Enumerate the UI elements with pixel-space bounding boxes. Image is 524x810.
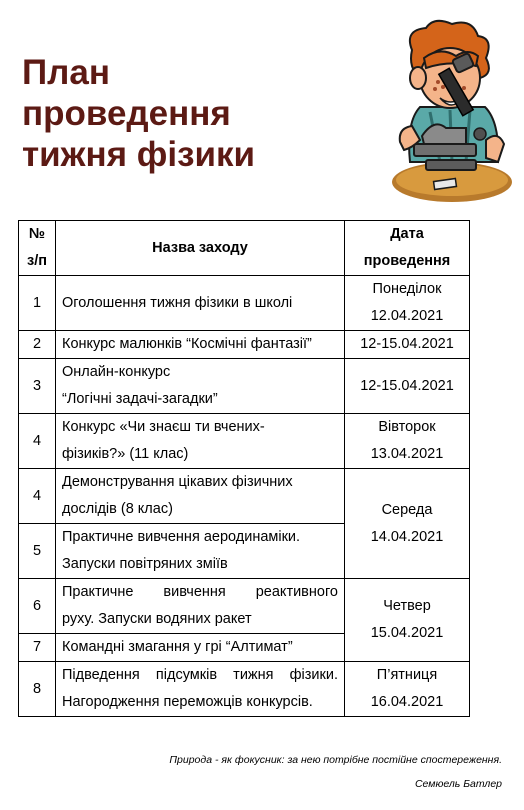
table-row [19, 331, 470, 359]
event-date [345, 579, 470, 662]
row-number: 4 [19, 469, 56, 524]
row-number: 6 [19, 579, 56, 634]
event-name-line: Онлайн-конкурс [62, 364, 171, 380]
event-date [345, 414, 470, 469]
schedule-table [18, 220, 470, 717]
date-column-header [345, 221, 470, 276]
boy-with-microscope-icon [390, 12, 516, 202]
event-date [345, 331, 470, 359]
event-date-line: Середа [381, 501, 433, 518]
event-name-line: Підведення підсумків тижня фізики. [62, 667, 338, 683]
event-name [56, 331, 345, 359]
event-date [345, 662, 470, 717]
event-date [345, 359, 470, 414]
event-name [56, 414, 345, 469]
event-name-line: Запуски повітряних зміїв [62, 556, 228, 572]
event-date-line: 12-15.04.2021 [360, 377, 454, 394]
title-line: проведення [22, 94, 231, 133]
header-text: № [28, 226, 46, 242]
header-text: Дата [390, 226, 424, 242]
event-name-line: Оголошення тижня фізики в школі [62, 294, 293, 311]
event-date-line: Четвер [383, 598, 431, 614]
row-number: 8 [19, 662, 56, 717]
row-number: 2 [19, 331, 56, 359]
header-text: проведення [363, 253, 451, 269]
event-name-line: Командні змагання у грі “Алтимат” [62, 639, 293, 655]
table-row [19, 276, 470, 331]
event-date [345, 469, 470, 579]
row-number: 5 [19, 524, 56, 579]
table-row [19, 579, 470, 634]
event-name-line: фізиків?» (11 клас) [62, 446, 189, 462]
event-date-line: 13.04.2021 [370, 446, 444, 462]
event-name-line: Нагородження переможців конкурсів. [62, 694, 313, 710]
table-row [19, 414, 470, 469]
event-name-line: дослідів (8 клас) [62, 501, 173, 517]
title-line: План [22, 53, 110, 92]
event-date [345, 276, 470, 331]
event-name-line: руху. Запуски водяних ракет [62, 611, 252, 627]
event-name-line: Практичне вивчення аеродинаміки. [62, 529, 301, 545]
event-date-line: 12-15.04.2021 [360, 336, 454, 352]
event-date-line: П’ятниця [376, 667, 438, 683]
row-number: 4 [19, 414, 56, 469]
event-name [56, 634, 345, 662]
event-date-line: 12.04.2021 [370, 308, 444, 324]
row-number: 1 [19, 276, 56, 331]
row-number: 3 [19, 359, 56, 414]
event-name-line: Конкурс малюнків “Космічні фантазії” [62, 336, 312, 352]
title-line: тижня фізики [22, 135, 256, 174]
event-name-line: Практичне вивчення реактивного [62, 584, 338, 600]
event-name [56, 469, 345, 524]
event-name [56, 662, 345, 717]
row-number: 7 [19, 634, 56, 662]
header-text: з/п [27, 253, 47, 269]
event-name-line: Демонстрування цікавих фізичних [62, 474, 293, 490]
table-row [19, 359, 470, 414]
table-header-row [19, 221, 470, 276]
event-date-line: Вівторок [378, 419, 436, 435]
epigraph-quote [169, 748, 502, 796]
page-title [22, 52, 255, 175]
event-name [56, 579, 345, 634]
number-column-header [19, 221, 56, 276]
table-row [19, 662, 470, 717]
event-date-line: 16.04.2021 [370, 694, 444, 710]
event-name [56, 276, 345, 331]
quote-text: Природа - як фокусник: за нею потрібне постійне спостереження. [169, 754, 502, 766]
event-name [56, 524, 345, 579]
event-name-line: Конкурс «Чи знаєш ти вчених- [62, 419, 265, 435]
event-name [56, 359, 345, 414]
event-date-line: Понеділок [372, 281, 442, 297]
event-date-line: 14.04.2021 [370, 528, 444, 545]
event-name-line: “Логічні задачі-загадки” [62, 391, 218, 407]
event-name-column-header: Назва заходу [56, 221, 345, 276]
quote-author: Семюель Батлер [414, 778, 502, 790]
table-row [19, 469, 470, 524]
event-date-line: 15.04.2021 [370, 625, 444, 641]
